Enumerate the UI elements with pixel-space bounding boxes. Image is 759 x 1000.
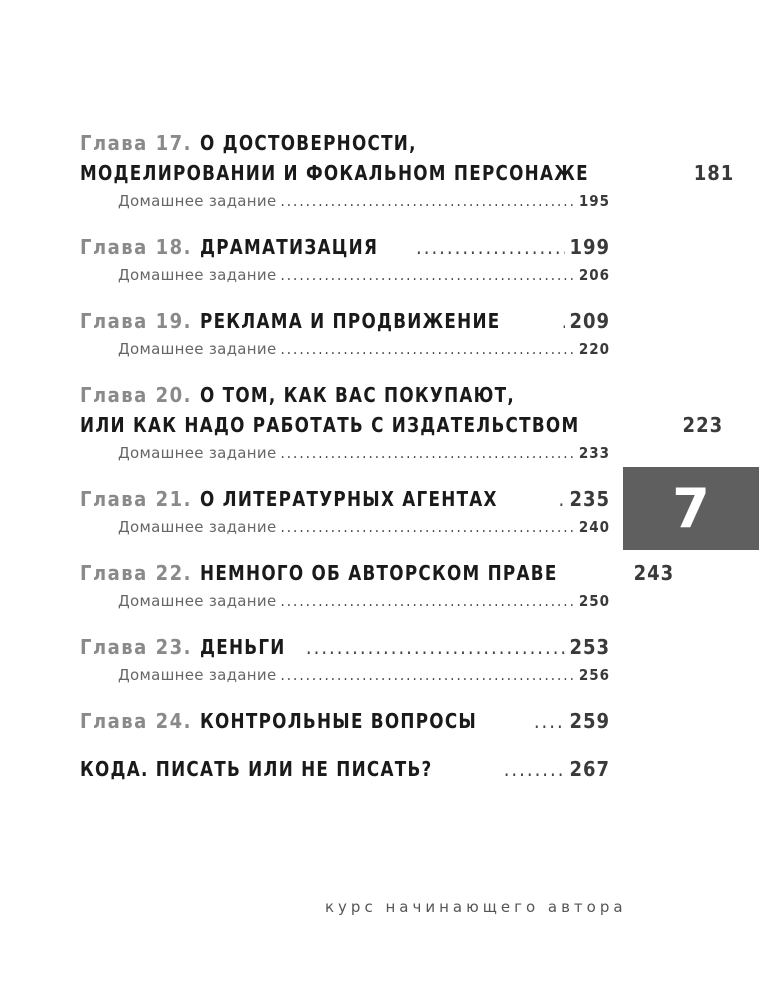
toc-entry-chapter-19 (80, 306, 610, 362)
dot-leader (558, 484, 565, 514)
toc-entry-chapter-20 (80, 380, 724, 466)
dot-leader (280, 336, 574, 362)
running-footer: курс начинающего автора (325, 898, 627, 916)
toc-chapter-line[interactable] (80, 754, 610, 784)
toc-entry-coda (80, 754, 610, 784)
table-of-contents (80, 128, 735, 802)
toc-chapter-line[interactable] (80, 380, 610, 410)
chapter-title: ИЛИ КАК НАДО РАБОТАТЬ С ИЗДАТЕЛЬСТВОМ (80, 413, 580, 437)
toc-entry-chapter-22 (80, 558, 675, 614)
homework-label: Домашнее задание (118, 266, 277, 284)
dot-leader (280, 262, 574, 288)
chapter-prefix: Глава 20. (80, 383, 192, 407)
toc-entry-chapter-24 (80, 706, 610, 736)
page-number: 250 (578, 592, 610, 610)
page-number: 253 (569, 635, 610, 659)
homework-label: Домашнее задание (118, 666, 277, 684)
dot-leader (280, 514, 574, 540)
chapter-title: О ТОМ, КАК ВАС ПОКУПАЮТ, (199, 383, 515, 407)
page-number: 206 (578, 266, 610, 284)
toc-chapter-line[interactable] (80, 706, 610, 736)
coda-title: КОДА. ПИСАТЬ ИЛИ НЕ ПИСАТЬ? (80, 757, 433, 781)
dot-leader (562, 306, 566, 336)
chapter-title: ДЕНЬГИ (199, 635, 286, 659)
toc-homework-line[interactable] (80, 588, 610, 614)
toc-homework-line[interactable] (80, 188, 610, 214)
toc-chapter-line[interactable] (80, 306, 610, 336)
chapter-prefix: Глава 23. (80, 635, 192, 659)
page-number: 259 (569, 709, 610, 733)
chapter-prefix: Глава 19. (80, 309, 192, 333)
dot-leader (504, 754, 566, 784)
chapter-prefix: Глава 22. (80, 561, 192, 585)
dot-leader (416, 232, 565, 262)
toc-homework-line[interactable] (80, 514, 610, 540)
page-number: 209 (569, 309, 610, 333)
chapter-title: О ЛИТЕРАТУРНЫХ АГЕНТАХ (199, 487, 498, 511)
toc-chapter-line[interactable] (80, 232, 610, 262)
toc-homework-line[interactable] (80, 262, 610, 288)
dot-leader (280, 440, 574, 466)
page-number: 233 (578, 444, 610, 462)
toc-entry-chapter-23 (80, 632, 610, 688)
section-number: 7 (672, 477, 710, 540)
toc-chapter-line[interactable] (80, 128, 610, 158)
chapter-title: МОДЕЛИРОВАНИИ И ФОКАЛЬНОМ ПЕРСОНАЖЕ (80, 161, 589, 185)
dot-leader (534, 706, 566, 736)
toc-chapter-line[interactable] (80, 410, 724, 440)
page-number: 243 (633, 561, 675, 585)
page-number: 195 (578, 192, 610, 210)
toc-chapter-line[interactable] (80, 484, 610, 514)
toc-homework-line[interactable] (80, 662, 610, 688)
dot-leader (280, 188, 574, 214)
dot-leader (280, 588, 574, 614)
page-number: 199 (569, 235, 610, 259)
toc-entry-chapter-18 (80, 232, 610, 288)
toc-chapter-line[interactable] (80, 632, 610, 662)
page-number: 235 (569, 487, 610, 511)
toc-entry-chapter-21 (80, 484, 610, 540)
page-number: 256 (578, 666, 610, 684)
homework-label: Домашнее задание (118, 192, 277, 210)
dot-leader (280, 662, 574, 688)
chapter-title: НЕМНОГО ОБ АВТОРСКОМ ПРАВЕ (199, 561, 558, 585)
dot-leader (306, 632, 566, 662)
page-number: 181 (693, 161, 735, 185)
toc-homework-line[interactable] (80, 440, 610, 466)
toc-chapter-line[interactable] (80, 158, 735, 188)
page-number: 223 (682, 413, 724, 437)
chapter-prefix: Глава 24. (80, 709, 192, 733)
homework-label: Домашнее задание (118, 340, 277, 358)
chapter-prefix: Глава 18. (80, 235, 192, 259)
toc-entry-chapter-17 (80, 128, 735, 214)
chapter-title: РЕКЛАМА И ПРОДВИЖЕНИЕ (199, 309, 501, 333)
homework-label: Домашнее задание (118, 444, 277, 462)
page-number: 240 (578, 518, 610, 536)
page-number: 267 (569, 757, 610, 781)
chapter-prefix: Глава 17. (80, 131, 192, 155)
homework-label: Домашнее задание (118, 518, 277, 536)
chapter-title: КОНТРОЛЬНЫЕ ВОПРОСЫ (199, 709, 478, 733)
chapter-prefix: Глава 21. (80, 487, 192, 511)
toc-chapter-line[interactable] (80, 558, 675, 588)
homework-label: Домашнее задание (118, 592, 277, 610)
chapter-title: ДРАМАТИЗАЦИЯ (199, 235, 379, 259)
chapter-title: О ДОСТОВЕРНОСТИ, (199, 131, 417, 155)
page-number: 220 (578, 340, 610, 358)
toc-homework-line[interactable] (80, 336, 610, 362)
section-tab (623, 467, 759, 550)
